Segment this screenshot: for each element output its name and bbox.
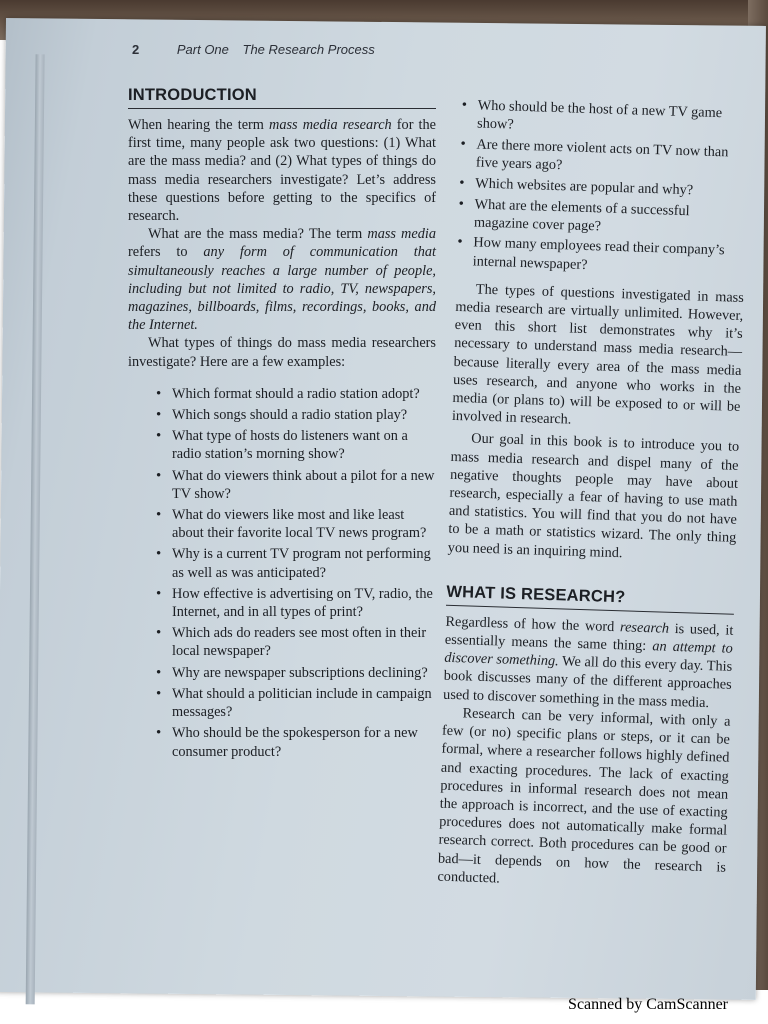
research-section	[437, 583, 734, 895]
list-item: • What are the elements of a successful magazine cover page?	[458, 194, 747, 239]
scanner-watermark: Scanned by CamScanner	[568, 996, 728, 1013]
intro-paragraph-4: The types of questions investigated in mass media research are virtually unlimited. However, even this short list demonstrates why it’s necessary to understand mass media research—because literally every area of the mass media uses research, and anyone who works in the media (or plans to) will be exposed to or will be involved in research.	[451, 281, 745, 428]
list-item: • How effective is advertising on TV, radio, the Internet, and in all types of print?	[156, 585, 436, 621]
list-item: • What do viewers like most and like least about their favorite local TV news program?	[156, 506, 436, 542]
list-item: • Why is a current TV program not performing as well as was anticipated?	[156, 545, 436, 581]
running-header	[132, 42, 375, 57]
list-item: • What should a politician include in campaign messages?	[156, 685, 436, 721]
chapter-title: The Research Process	[242, 42, 375, 57]
page-number: 2	[132, 42, 140, 57]
examples-list-right	[457, 96, 750, 279]
list-item: • Who should be the spokesperson for a new consumer product?	[156, 724, 436, 760]
left-column	[128, 86, 436, 764]
list-item: • Are there more violent acts on TV now than five years ago?	[460, 135, 749, 180]
right-column	[437, 96, 750, 895]
part-label: Part One	[176, 42, 229, 57]
intro-paragraph-3: What types of things do mass media researchers investigate? Here are a few examples:	[128, 335, 436, 370]
examples-list-left	[156, 385, 436, 761]
list-item: • What type of hosts do listeners want on a radio station’s morning show?	[156, 427, 436, 463]
list-item: • How many employees read their company’s internal newspaper?	[457, 233, 746, 278]
introduction-heading: INTRODUCTION	[128, 86, 436, 109]
intro-paragraph-1: When hearing the term mass media research for the first time, many people ask two questions: (1) What are the mass media? and (2) What types of things do mass media researchers investigate? Let’s address these questions before getting to the specifics of research.	[128, 117, 437, 225]
list-item: • Who should be the host of a new TV game show?	[461, 96, 750, 141]
intro-paragraph-2: What are the mass media? The term mass media refers to any form of communication that simultaneously reaches a large number of people, including but not limited to radio, TV, newspapers, magazines, billboards, films, recordings, books, and the Internet.	[128, 226, 436, 334]
list-item: • Which websites are popular and why?	[459, 174, 747, 201]
intro-paragraph-5: Our goal in this book is to introduce you to mass media research and dispel many of the negative thoughts people may have about research, especially a fear of having to use math and statistics. You will find that you do not have to be a math or statistics wizard. The only thing you need is an inquiring mind.	[447, 430, 740, 561]
list-item: • Which songs should a radio station play?	[156, 406, 436, 424]
list-item: • Which ads do readers see most often in their local newspaper?	[156, 624, 436, 660]
what-is-research-heading: WHAT IS RESEARCH?	[446, 583, 735, 615]
list-item: • What do viewers think about a pilot for a new TV show?	[156, 467, 436, 503]
list-item: • Why are newspaper subscriptions declining?	[156, 664, 436, 682]
list-item: • Which format should a radio station adopt?	[156, 385, 436, 403]
research-paragraph-2: Research can be very informal, with only a few (or no) specific plans or steps, or it can be formal, where a researcher follows highly defined and exacting procedures. The lack of exacting procedures in informal research does not mean the approach is incorrect, and the use of exacting procedures does not automatically make formal research correct. Both procedures can be good or bad—it depends on how the research is conducted.	[437, 705, 731, 887]
research-paragraph-1: Regardless of how the word research is used, it essentially means the same thing: an attempt to discover something. We all do this every day. This book discusses many of the different approaches used to discover something in the mass media.	[442, 613, 734, 711]
